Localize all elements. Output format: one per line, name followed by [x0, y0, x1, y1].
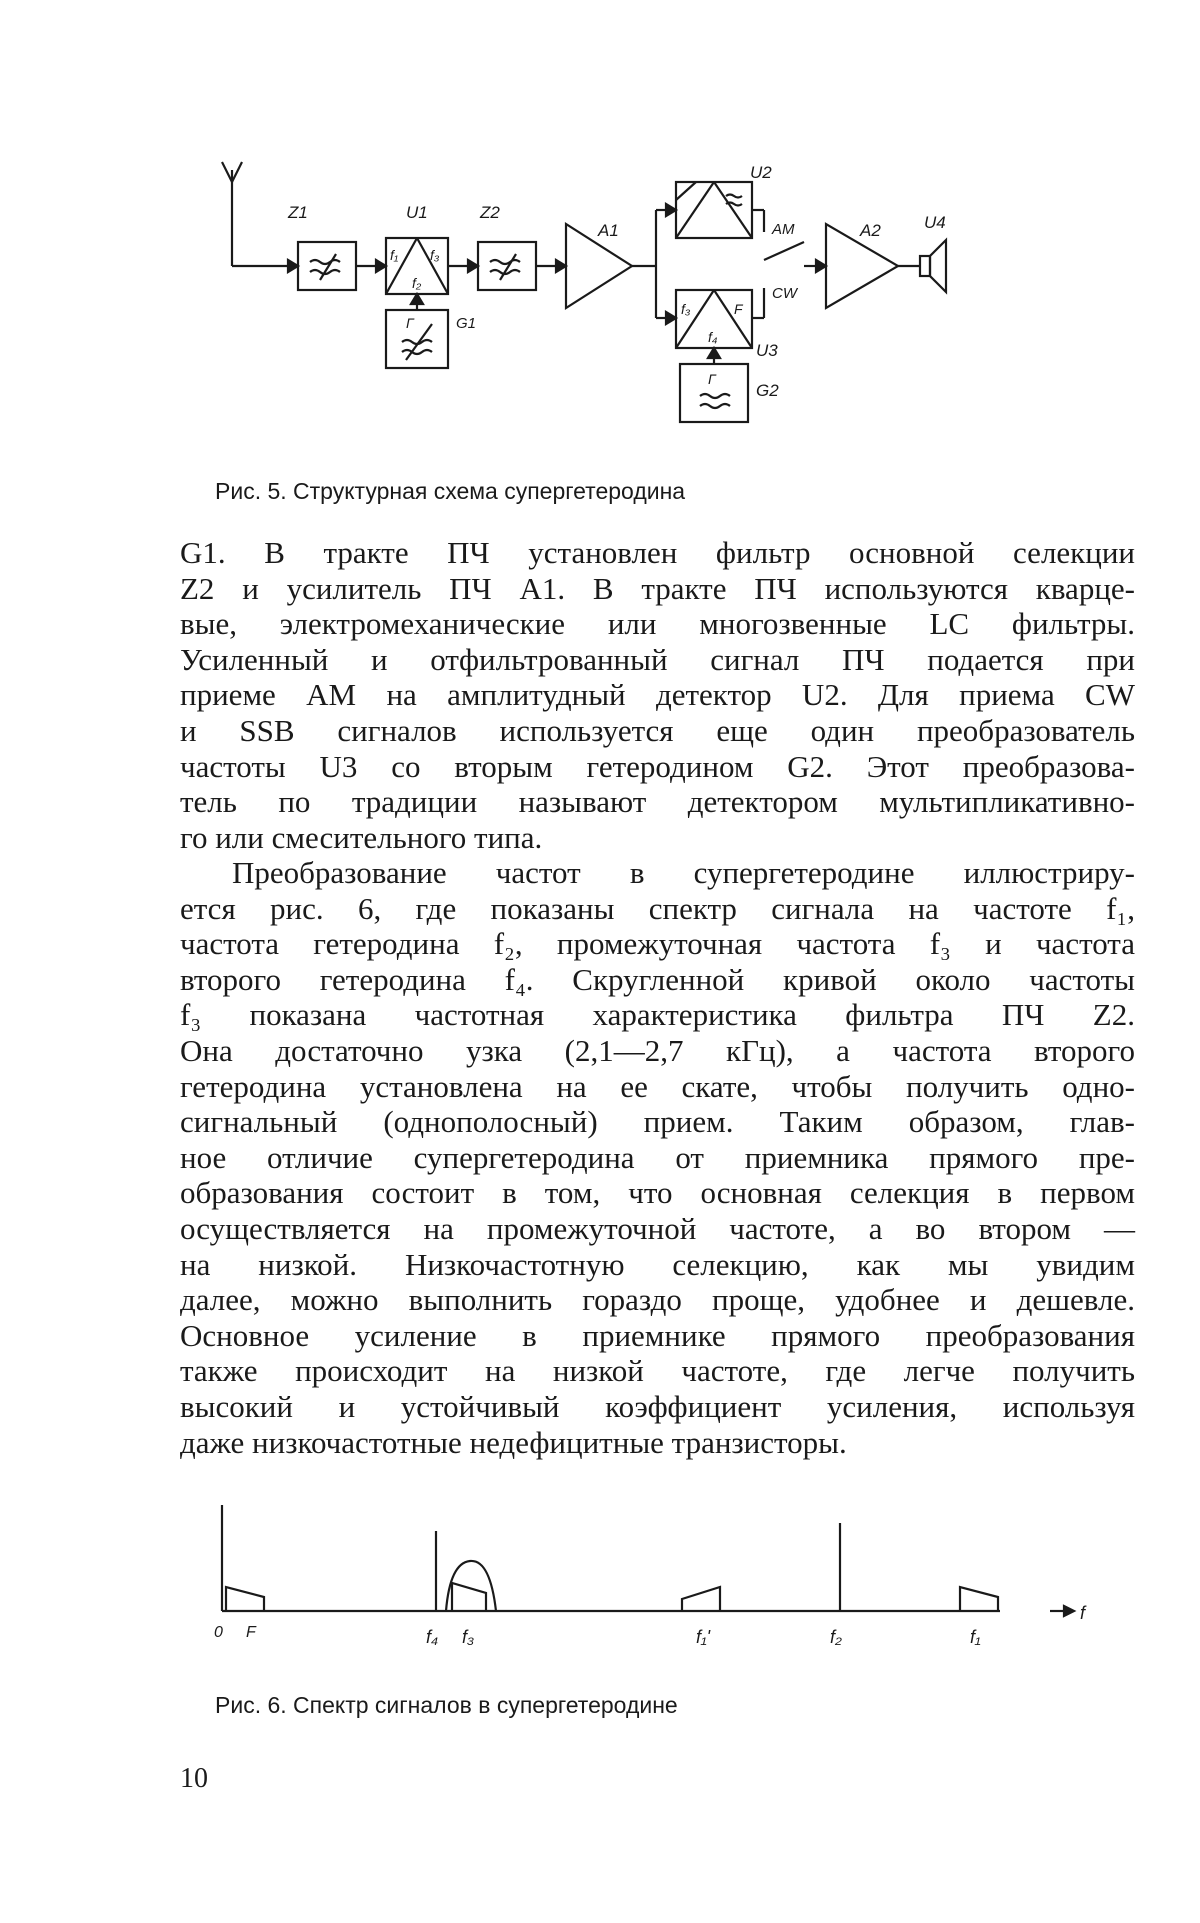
text-line: тель по традиции называют детектором мультипликативно- — [180, 784, 1135, 820]
text-line: далее, можно выполнить гораздо проще, удобнее и дешевле. — [180, 1282, 1135, 1318]
label-u3: U3 — [756, 341, 778, 360]
label-am: AM — [772, 221, 795, 238]
if-spectrum-mark — [452, 1583, 486, 1611]
text-line: Основное усиление в приемнике прямого преобразования — [180, 1317, 1135, 1353]
tick-label-f1-prime: f₁' — [696, 1627, 711, 1647]
image-spectrum-mark — [682, 1587, 720, 1611]
label-g2: G2 — [756, 381, 779, 400]
text-line: ется рис. 6, где показаны спектр сигнала на частоте f₁, — [180, 890, 1135, 926]
label-g1-gen: Г — [406, 315, 414, 331]
generator-g1-block — [386, 310, 448, 368]
text-line: Преобразование частот в супергетеродине иллюстриру- — [232, 855, 1135, 890]
text-line: второго гетеродина f₄. Скругленной кривой около частоты — [180, 961, 1135, 997]
label-u3-f3: f₃ — [681, 301, 691, 317]
label-a1: A1 — [598, 221, 619, 240]
label-u1-f1: f₁ — [390, 247, 399, 263]
label-u1-f2: f₂ — [412, 275, 422, 291]
text-line: Она достаточно узка (2,1—2,7 кГц), а частота второго — [180, 1032, 1135, 1068]
text-line: и SSB сигналов используется еще один преобразователь — [180, 712, 1135, 748]
text-line: осуществляется на промежуточной частоте, а во втором — — [180, 1210, 1135, 1246]
label-u3-f4: f₄ — [708, 329, 718, 345]
text-line: го или смесительного типа. — [180, 819, 543, 855]
tick-label-f4: f₄ — [426, 1627, 439, 1647]
tick-label-F: F — [246, 1624, 256, 1641]
detector-u2-block — [676, 182, 752, 238]
text-line: G1. В тракте ПЧ установлен фильтр основной селекции — [180, 535, 1135, 570]
label-z2: Z2 — [480, 203, 500, 222]
label-cw: CW — [772, 285, 797, 302]
filter-z1-block — [298, 242, 356, 290]
text-line: f₃ показана частотная характеристика фильтра ПЧ Z2. — [180, 997, 1135, 1033]
text-line: гетеродина установлена на ее скате, чтобы получить одно- — [180, 1068, 1135, 1104]
label-a2: A2 — [860, 221, 881, 240]
text-line: приеме АМ на амплитудный детектор U2. Для приема CW — [180, 677, 1135, 713]
page-number: 10 — [180, 1763, 208, 1794]
figure-5-caption: Рис. 5. Структурная схема супергетеродина — [215, 478, 686, 504]
text-line: частота гетеродина f₂, промежуточная частота f₃ и частота — [180, 926, 1135, 962]
text-line: Усиленный и отфильтрованный сигнал ПЧ подается при — [180, 641, 1135, 677]
filter-z2-block — [478, 242, 536, 290]
text-line: сигнальный (однополосный) прием. Таким образом, глав- — [180, 1104, 1135, 1140]
antenna-icon — [222, 162, 298, 272]
figure-6-caption: Рис. 6. Спектр сигналов в супергетеродине — [215, 1692, 678, 1718]
text-line: образования состоит в том, что основная селекция в первом — [180, 1175, 1135, 1211]
label-z1: Z1 — [288, 203, 308, 222]
axis-label-f: f — [1080, 1603, 1086, 1623]
text-line: вые, электромеханические или многозвенные LC фильтры. — [180, 606, 1135, 642]
label-u3-f: F — [734, 301, 743, 317]
tick-label-f2: f₂ — [830, 1627, 842, 1647]
text-line: Z2 и усилитель ПЧ A1. В тракте ПЧ используются кварце- — [180, 570, 1135, 606]
signal-spectrum-mark — [960, 1587, 998, 1611]
text-line: на низкой. Низкочастотную селекцию, как мы увидим — [180, 1246, 1135, 1282]
audio-spectrum-mark — [226, 1587, 264, 1611]
paragraph-2 — [180, 855, 1135, 1460]
tick-label-0: 0 — [214, 1624, 223, 1641]
label-g2-gen: Г — [708, 371, 716, 387]
text-line: ное отличие супергетеродина от приемника прямого пре- — [180, 1139, 1135, 1175]
if-filter-curve-mark — [446, 1561, 496, 1611]
label-u2: U2 — [750, 163, 772, 182]
tick-label-f1: f₁ — [970, 1627, 981, 1647]
tick-label-f3: f₃ — [462, 1627, 475, 1647]
speaker-icon — [920, 240, 946, 292]
label-g1: G1 — [456, 315, 477, 332]
paragraph-1 — [180, 535, 1135, 855]
text-line: также происходит на низкой частоте, где легче получить — [180, 1353, 1135, 1389]
text-line: частоты U3 со вторым гетеродином G2. Этот преобразова- — [180, 748, 1135, 784]
figure-5-block-diagram — [180, 160, 1140, 460]
label-u1-f3: f₃ — [430, 247, 440, 263]
label-u1: U1 — [406, 203, 428, 222]
label-u4: U4 — [924, 213, 946, 232]
text-line: высокий и устойчивый коэффициент усиления, используя — [180, 1388, 1135, 1424]
text-line: даже низкочастотные недефицитные транзисторы. — [180, 1424, 847, 1460]
figure-6-spectrum — [200, 1495, 1120, 1655]
